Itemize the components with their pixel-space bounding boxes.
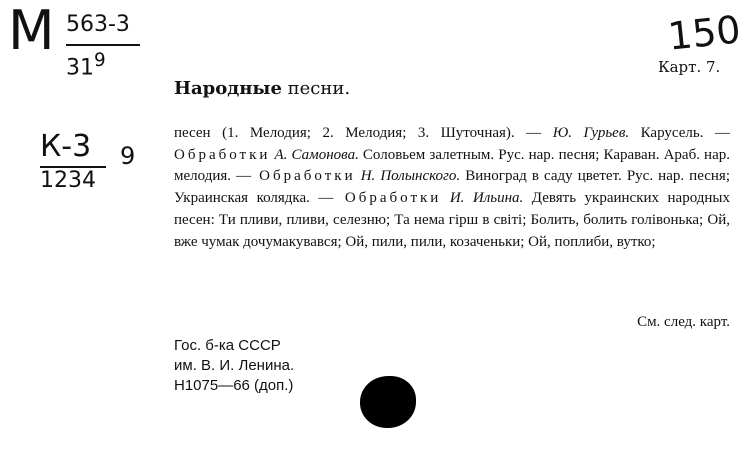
body-author-3: Н. Полынского. <box>355 168 461 185</box>
see-next-card: См. след. карт. <box>637 314 730 330</box>
body-part-4: Виноград в саду цветет. Рус. нар. песня; Украинская колядка. — <box>174 168 730 207</box>
body-author-2: А. Самонова. <box>270 146 359 163</box>
body-part-1: песен (1. Мелодия; 2. Мелодия; 3. Шуточная). — <box>174 125 542 141</box>
title-rest: песни. <box>281 78 351 99</box>
handwritten-letter-m: М <box>8 0 55 62</box>
punch-hole <box>360 376 416 428</box>
body-author-1: Ю. Гурьев. <box>541 125 630 141</box>
handwritten-k3: К-3 <box>40 129 92 164</box>
title-bold: Народные <box>174 78 282 99</box>
library-line-2: им. В. И. Ленина. <box>174 357 295 374</box>
handwritten-k3-number: 1234 <box>40 168 96 193</box>
card-label: Карт. 7. <box>658 58 721 76</box>
handwritten-shelfmark-bottom-number: 31 <box>66 55 94 81</box>
handwritten-shelfmark-top: 563-3 <box>66 12 130 37</box>
library-line-1: Гос. б-ка СССР <box>174 337 281 354</box>
page-title <box>174 78 350 99</box>
handwritten-card-number: 150 <box>665 7 743 59</box>
body-author-4: И. Ильина. <box>441 190 524 207</box>
body-part-2: Карусель. — <box>629 125 731 141</box>
body-part-3: Соловьем залетным. Рус. нар. песня; Караван. Араб. нар. мелодия. — <box>174 146 730 185</box>
handwritten-k3-sup: 9 <box>120 142 136 170</box>
body-part-5: Девять украинских народных песен: Ти пливи, пливи, селезню; Та нема гірш в світі; Болить, болить голівонька; Ой, вже чумак дочумакувався; Ой, пили, пили, козаченьки; Ой, поплиби, вутко; <box>174 190 731 250</box>
handwritten-shelfmark-rule <box>66 44 140 46</box>
handwritten-shelfmark-bottom <box>66 52 106 79</box>
body-spaced-1: Обработки <box>174 146 271 163</box>
body-spaced-2: Обработки <box>251 168 356 185</box>
body-spaced-3: Обработки <box>333 190 442 207</box>
library-imprint <box>174 336 294 396</box>
library-line-3: Н1075—66 (доп.) <box>174 377 294 394</box>
handwritten-shelfmark-bottom-sup: 9 <box>94 50 106 71</box>
card-body <box>174 123 730 253</box>
